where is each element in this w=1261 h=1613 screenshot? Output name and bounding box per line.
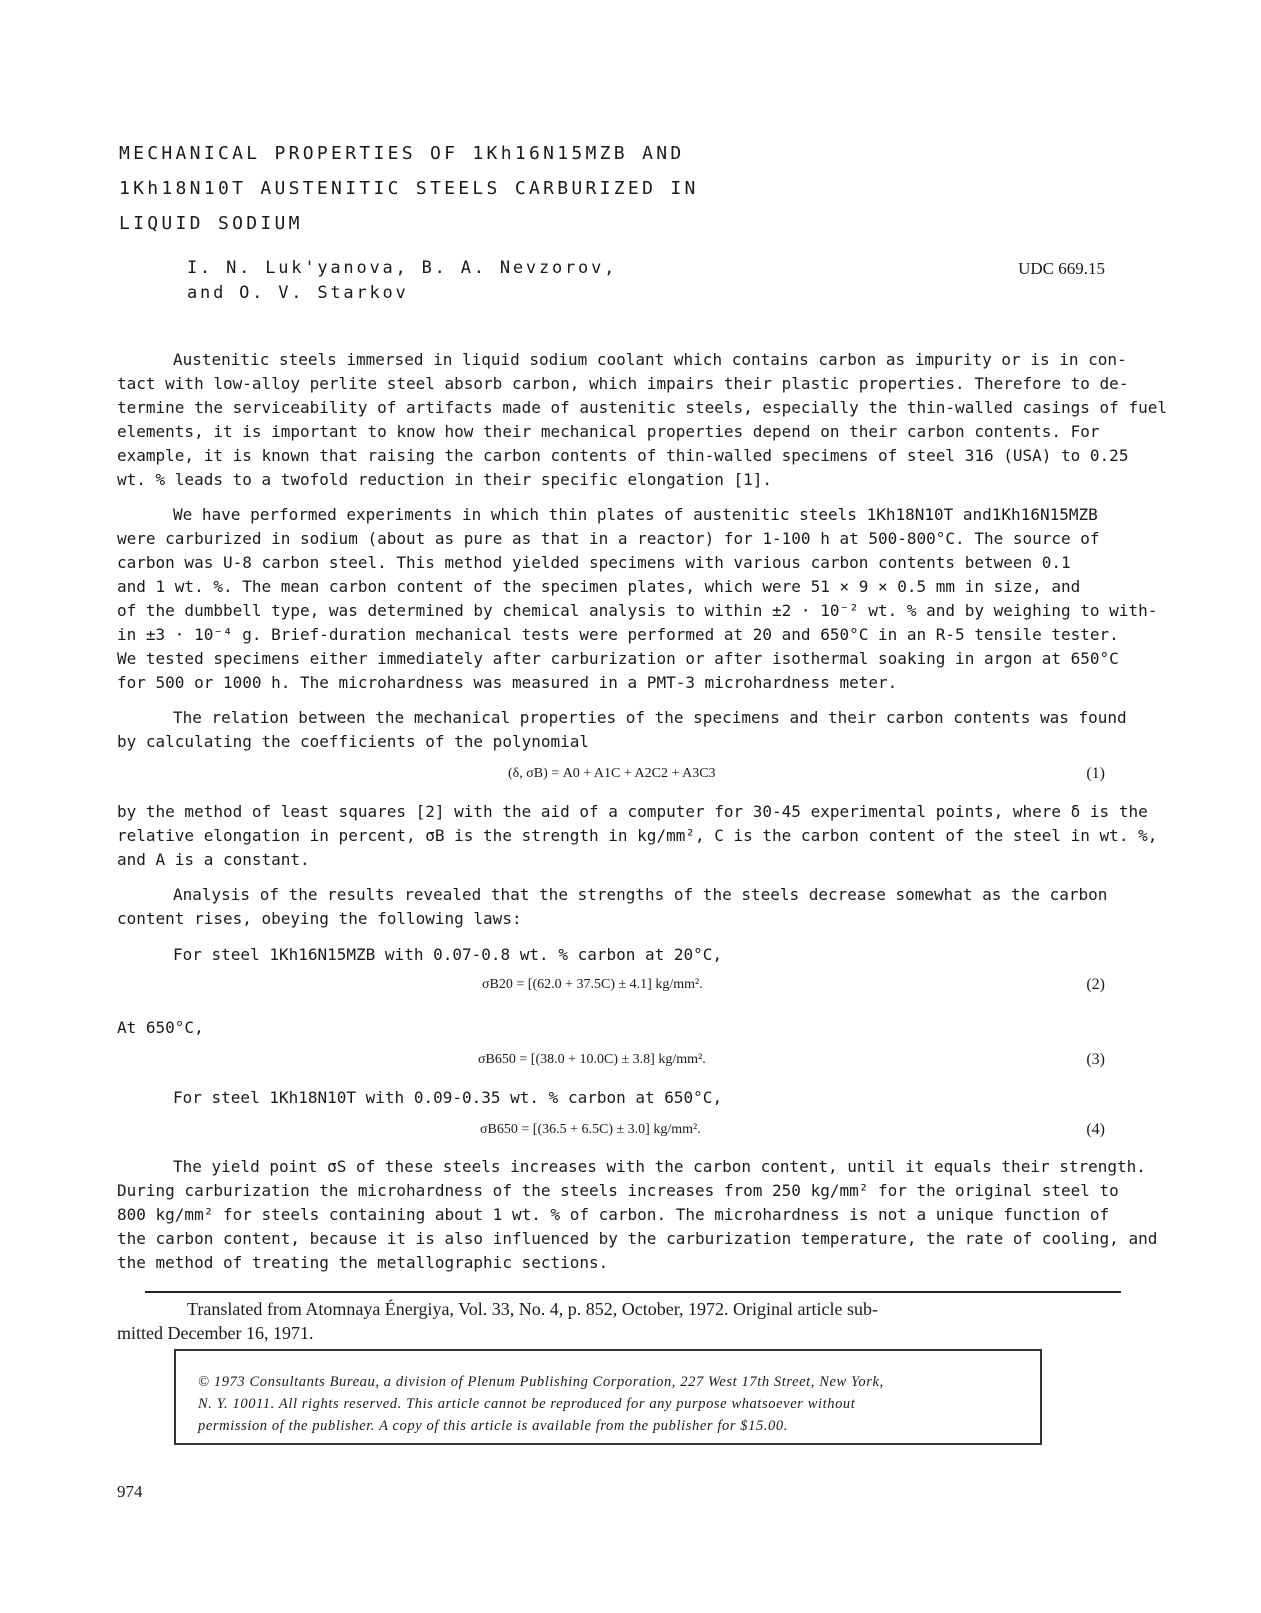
- equation-number: (4): [1086, 1121, 1105, 1138]
- text-line: by calculating the coefficients of the polynomial: [117, 732, 590, 751]
- copyright-line: N. Y. 10011. All rights reserved. This article cannot be reproduced for any purpose whatsoever without: [198, 1396, 856, 1412]
- text-line: Austenitic steels immersed in liquid sodium coolant which contains carbon as impurity or is in con-: [173, 350, 1127, 369]
- paragraph-steel-a: [117, 943, 1117, 967]
- equation-expression: σB650 = [(38.0 + 10.0C) ± 3.8] kg/mm².: [478, 1052, 706, 1067]
- text-line: Analysis of the results revealed that the strengths of the steels decrease somewhat as the carbon: [173, 885, 1108, 904]
- paragraph-least-squares: [117, 800, 1158, 872]
- text-line: and 1 wt. %. The mean carbon content of the specimen plates, which were 51 × 9 × 0.5 mm in size, and: [117, 577, 1081, 596]
- text-line: wt. % leads to a twofold reduction in their specific elongation [1].: [117, 470, 773, 489]
- title-line: 1Kh18N10T AUSTENITIC STEELS CARBURIZED IN: [119, 178, 699, 199]
- copyright-notice: [174, 1349, 1042, 1445]
- text-line: We have performed experiments in which thin plates of austenitic steels 1Kh18N10T and1Kh16N15MZB: [173, 505, 1098, 524]
- text-line: by the method of least squares [2] with the aid of a computer for 30-45 experimental points, where δ is the: [117, 802, 1148, 821]
- paragraph-relation: [117, 706, 1127, 754]
- text-line: For steel 1Kh18N10T with 0.09-0.35 wt. % carbon at 650°C,: [173, 1088, 723, 1107]
- udc-code: UDC 669.15: [1018, 259, 1105, 278]
- footnote-divider: [145, 1291, 1121, 1293]
- paragraph-steel-b: [117, 1086, 1117, 1110]
- text-line: At 650°C,: [117, 1018, 204, 1037]
- text-line: elements, it is important to know how their mechanical properties depend on their carbon contents. For: [117, 422, 1100, 441]
- paragraph-experiments: [117, 503, 1158, 695]
- text-line: the method of treating the metallographic sections.: [117, 1253, 609, 1272]
- translation-line: Translated from Atomnaya Énergiya, Vol. 33, No. 4, p. 852, October, 1972. Original article sub-: [187, 1299, 879, 1319]
- paragraph-yield-point: [117, 1155, 1158, 1275]
- equation-expression: σB20 = [(62.0 + 37.5C) ± 4.1] kg/mm².: [482, 977, 703, 992]
- translation-note: [117, 1297, 1127, 1345]
- page-number: 974: [117, 1482, 143, 1501]
- title-line: MECHANICAL PROPERTIES OF 1Kh16N15MZB AND: [119, 143, 685, 164]
- text-line: and A is a constant.: [117, 850, 310, 869]
- text-line: carbon was U-8 carbon steel. This method yielded specimens with various carbon contents between 0.1: [117, 553, 1071, 572]
- paragraph-intro: [117, 348, 1167, 492]
- text-line: We tested specimens either immediately after carburization or after isothermal soaking in argon at 650°C: [117, 649, 1119, 668]
- text-line: content rises, obeying the following laws:: [117, 909, 522, 928]
- text-line: for 500 or 1000 h. The microhardness was measured in a PMT-3 microhardness meter.: [117, 673, 898, 692]
- authors-line: I. N. Luk'yanova, B. A. Nevzorov,: [187, 258, 618, 278]
- text-line: of the dumbbell type, was determined by chemical analysis to within ±2 · 10⁻² wt. % and by weighing to with-: [117, 601, 1158, 620]
- equation-expression: (δ, σB) = A0 + A1C + A2C2 + A3C3: [508, 766, 716, 781]
- copyright-line: © 1973 Consultants Bureau, a division of Plenum Publishing Corporation, 227 West 17th Street, New York,: [198, 1374, 884, 1390]
- equation-number: (1): [1086, 765, 1105, 782]
- text-line: the carbon content, because it is also influenced by the carburization temperature, the rate of cooling, and: [117, 1229, 1158, 1248]
- equation-expression: σB650 = [(36.5 + 6.5C) ± 3.0] kg/mm².: [480, 1122, 701, 1137]
- paragraph-650c: [117, 1016, 1117, 1040]
- text-line: relative elongation in percent, σB is the strength in kg/mm², C is the carbon content of the steel in wt. %,: [117, 826, 1158, 845]
- text-line: termine the serviceability of artifacts made of austenitic steels, especially the thin-walled casings of fuel: [117, 398, 1167, 417]
- text-line: tact with low-alloy perlite steel absorb carbon, which impairs their plastic properties. Therefore to de-: [117, 374, 1129, 393]
- text-line: 800 kg/mm² for steels containing about 1 wt. % of carbon. The microhardness is not a unique function of: [117, 1205, 1110, 1224]
- text-line: During carburization the microhardness of the steels increases from 250 kg/mm² for the original steel to: [117, 1181, 1119, 1200]
- authors: [187, 256, 617, 306]
- text-line: The relation between the mechanical properties of the specimens and their carbon contents was found: [173, 708, 1127, 727]
- paragraph-analysis: [117, 883, 1117, 931]
- copyright-line: permission of the publisher. A copy of this article is available from the publisher for $15.00.: [198, 1418, 788, 1434]
- text-line: For steel 1Kh16N15MZB with 0.07-0.8 wt. % carbon at 20°C,: [173, 945, 723, 964]
- translation-line: mitted December 16, 1971.: [117, 1323, 314, 1343]
- text-line: The yield point σS of these steels increases with the carbon content, until it equals their strength.: [173, 1157, 1146, 1176]
- text-line: in ±3 · 10⁻⁴ g. Brief-duration mechanical tests were performed at 20 and 650°C in an R-5 tensile tester.: [117, 625, 1119, 644]
- equation-number: (3): [1086, 1051, 1105, 1068]
- text-line: were carburized in sodium (about as pure as that in a reactor) for 1-100 h at 500-800°C. The source of: [117, 529, 1100, 548]
- article-title: [119, 136, 819, 241]
- text-line: example, it is known that raising the carbon contents of thin-walled specimens of steel 316 (USA) to 0.25: [117, 446, 1129, 465]
- equation-number: (2): [1086, 976, 1105, 993]
- authors-line: and O. V. Starkov: [187, 283, 409, 303]
- title-line: LIQUID SODIUM: [119, 213, 303, 234]
